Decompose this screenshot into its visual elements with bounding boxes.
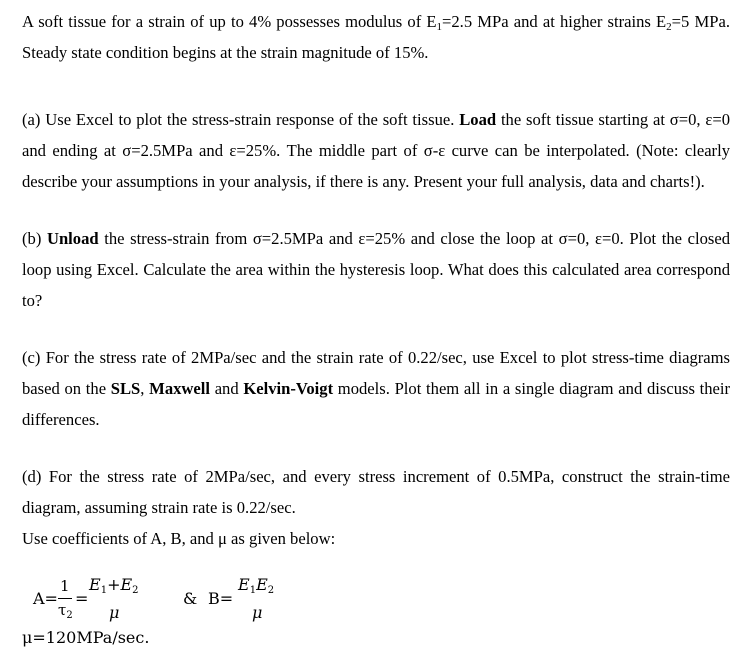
- coefficient-formula: [33, 575, 353, 635]
- part-b-text-1: (b): [22, 229, 47, 248]
- part-a-text-1: (a) Use Excel to plot the stress-strain response of the soft tissue.: [22, 110, 460, 129]
- intro-text-2: =2.5 MPa and at higher strains E: [442, 12, 667, 31]
- part-c-text-4: models. Plot them all in a single diagram and discuss their differences.: [22, 379, 731, 429]
- e2-subscript: 2: [666, 21, 672, 33]
- e1-formula-sub: 1: [100, 585, 108, 596]
- formula-b-denominator: μ: [252, 603, 263, 622]
- part-c-text-2: ,: [140, 379, 150, 398]
- formula-a-label: A=: [33, 589, 58, 608]
- formula-b-label: B=: [208, 589, 234, 608]
- part-a-text-2: the soft tissue starting at σ=0, ε=0 and ending at σ=2.5MPa and ε=25%. The middle part of σ-ε curve can be interpolated. (Note: clearly describe your assumptions in your analysis, if there is any. Present your full analysis, data and charts!).: [22, 110, 731, 191]
- formula-equals: =: [75, 589, 89, 608]
- coefficients-line: [22, 523, 730, 554]
- part-c-text-1: (c) For the stress rate of 2MPa/sec and the strain rate of 0.22/sec, use Excel to plot stress-time diagrams based on the: [22, 348, 730, 398]
- part-c-text-3: and: [209, 379, 244, 398]
- formula-ampersand: &: [183, 589, 198, 608]
- part-a-bold-load: Load: [459, 110, 497, 129]
- e1-subscript: 1: [436, 21, 443, 33]
- e1-symbol: E: [89, 575, 101, 594]
- part-c-bold-kelvin-voigt: Kelvin-Voigt: [243, 379, 334, 398]
- part-c-bold-sls: SLS: [110, 379, 141, 398]
- e2-formula-sub: 2: [132, 585, 139, 596]
- part-c-bold-maxwell: Maxwell: [149, 379, 210, 398]
- b-e2-sub: 2: [267, 585, 275, 596]
- b-e2-symbol: E: [256, 575, 268, 594]
- b-e1-symbol: E: [238, 575, 250, 594]
- part-d-paragraph: [22, 461, 730, 523]
- formula-mu-denominator: μ: [109, 603, 120, 622]
- coefficients-text: Use coefficients of A, B, and μ as given below:: [22, 529, 336, 548]
- part-b-bold-unload: Unload: [46, 229, 99, 248]
- document-body: [22, 6, 730, 554]
- b-e1-sub: 1: [249, 585, 257, 596]
- tau-subscript: 2: [66, 610, 73, 621]
- intro-text-1: A soft tissue for a strain of up to 4% possesses modulus of E: [22, 12, 437, 31]
- part-a-paragraph: [22, 104, 730, 197]
- intro-paragraph: [22, 6, 730, 68]
- formula-b-numerator: [238, 575, 274, 594]
- formula-a-numerator: [89, 575, 139, 594]
- part-d-text: (d) For the stress rate of 2MPa/sec, and every stress increment of 0.5MPa, construct the strain-time diagram, assuming strain rate is 0.22/sec.: [22, 467, 730, 517]
- formula-tau: [58, 601, 73, 619]
- part-b-paragraph: [22, 223, 730, 316]
- plus-e2: +E: [107, 575, 133, 594]
- mu-value: μ=120MPa/sec.: [22, 628, 150, 647]
- part-c-paragraph: [22, 342, 730, 435]
- part-b-text-2: the stress-strain from σ=2.5MPa and ε=25% and close the loop at σ=0, ε=0. Plot the closed loop using Excel. Calculate the area within the hysteresis loop. What does this calculated area correspond to?: [22, 229, 731, 310]
- formula-one: 1: [60, 577, 70, 595]
- intro-text-3: =5 MPa. Steady state condition begins at the strain magnitude of 15%.: [22, 12, 730, 62]
- tau-symbol: τ: [58, 601, 67, 619]
- fraction-bar-1: [58, 598, 72, 599]
